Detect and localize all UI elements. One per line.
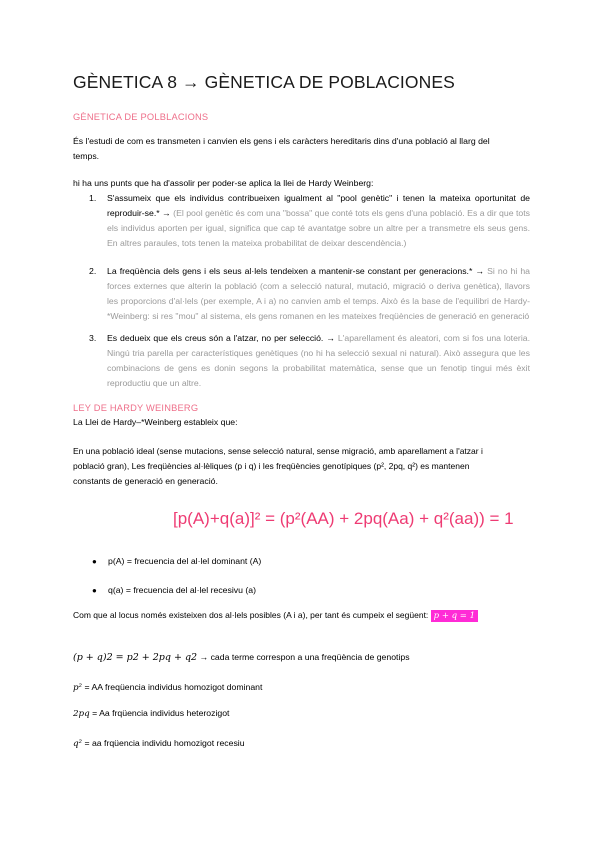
bullet-icon: ● <box>92 586 97 595</box>
genotype-text: = Aa frqüencia individus heterozigot <box>89 708 230 718</box>
point-statement: S'assumeix que els individus contribueixen igualment al "pool genètic" i tenen la mateixa oportunitat de reproduir-se.* → <box>107 193 530 218</box>
law-paragraph-line-2: població gran), Les freqüències al·lèliques (p i q) i les freqüències genotípiques (p², 2pq, q²) es mantenen <box>73 461 470 471</box>
bullet-icon: ● <box>92 557 97 566</box>
locus-text: Com que al locus només existeixen dos al·lels posibles (A i a), per tant és cumpeix el següent: <box>73 610 429 620</box>
point-explanation: L'aparellament és aleatori, com si fos una loteria. Ningú tria parella per característiques genètiques (no hi ha selecció sexual ni natural). Això assegura que les combinacions de gens es donin segons la probabilitat matemàtica, sense que un fenotip tingui més èxit reproductiu que un altre. <box>107 333 530 388</box>
genotype-line <box>73 738 245 749</box>
expansion-text: → cada terme correspon a una freqüència de genotips <box>197 652 410 662</box>
point-statement: Es dedueix que els creus són a l'atzar, no per selecció. → <box>107 333 335 343</box>
hardy-weinberg-formula: [p(A)+q(a)]² = (p²(AA) + 2pq(Aa) + q²(aa)) = 1 <box>173 509 514 528</box>
genotype-line <box>73 708 229 719</box>
locus-statement <box>73 610 478 621</box>
genotype-symbol: 2pq <box>73 709 90 719</box>
genotype-text: = AA freqüencia individus homozigot dominant <box>82 682 263 692</box>
list-item <box>89 331 530 391</box>
page-title: GÈNETICA 8 → GÈNETICA DE POBLACIONES <box>73 72 455 92</box>
points-intro: hi ha uns punts que ha d'assolir per poder-se aplica la llei de Hardy Weinberg: <box>73 178 374 188</box>
intro-line-1: És l'estudi de com es transmeten i canvien els gens i els caràcters hereditaris dins d'una població al llarg del <box>73 136 490 146</box>
expansion-line <box>73 652 410 663</box>
list-number: 2. <box>89 266 97 276</box>
law-paragraph-line-3: constants de generació en generació. <box>73 476 218 486</box>
intro-line-2: temps. <box>73 151 100 161</box>
list-number: 1. <box>89 193 97 203</box>
genotype-symbol: q² <box>73 739 83 749</box>
section-heading-hardy-weinberg: LEY DE HARDY WEINBERG <box>73 403 199 413</box>
point-explanation: Si no hi ha forces externes que alterin la població (com a selecció natural, mutació, migració o deriva genètica), llavors les proporcions d'al·lels (per exemple, A i a) no canvien amb el temps. Això és la base de l'equilibri de Hardy-*Weinberg: si res "mou" al sistema, els gens romanen en les mateixes freqüències de generació en generació <box>107 266 531 321</box>
list-number: 3. <box>89 333 97 343</box>
bullet-text-p: p(A) = frecuencia del al·lel dominant (A) <box>108 556 262 566</box>
genotype-symbol: p² <box>73 683 83 693</box>
genotype-line <box>73 682 262 693</box>
genotype-text: = aa frqüencia individu homozigot recesiu <box>82 738 245 748</box>
list-item <box>89 191 530 251</box>
point-statement: La freqüència dels gens i els seus al·lels tendeixen a mantenir-se constant per generacions.* → <box>107 266 485 276</box>
point-explanation: (El pool genètic és com una "bossa" que conté tots els gens d'una població. Es a dir que tots els individus aporten per igual, significa que cap té avantatge sobre un altre per a transmetre els seus gens. En altres paraules, tots tenen la mateixa probabilitat de deixar descendència.) <box>107 208 530 248</box>
bullet-text-q: q(a) = frecuencia del al·lel recesivu (a) <box>108 585 256 595</box>
law-intro: La Llei de Hardy–*Weinberg estableix que: <box>73 417 238 427</box>
expansion-math: (p + q)2 = p2 + 2pq + q2 <box>73 652 198 663</box>
highlighted-equation: p + q = 1 <box>431 610 478 622</box>
law-paragraph-line-1: En una població ideal (sense mutacions, sense selecció natural, sense migració, amb aparellament a l'atzar i <box>73 446 483 456</box>
section-heading-poblacions: GÈNETICA DE POLBLACIONS <box>73 112 209 122</box>
list-item <box>89 264 531 324</box>
